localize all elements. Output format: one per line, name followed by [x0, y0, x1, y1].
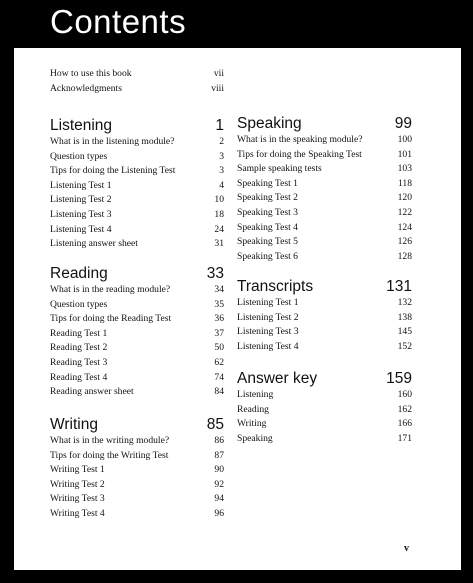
toc-entry[interactable]: [50, 434, 224, 449]
page-ref: 145: [397, 326, 412, 338]
page-ref: 131: [386, 278, 412, 295]
toc-entry[interactable]: [50, 67, 224, 82]
page-ref: 160: [397, 389, 412, 400]
page-ref: 159: [386, 370, 412, 387]
contents-page: [14, 48, 461, 570]
page-ref: vii: [213, 68, 224, 79]
entry-label: Listening Test 2: [50, 194, 112, 206]
toc-entry[interactable]: [50, 283, 224, 298]
entry-label: Answer key: [237, 370, 318, 387]
entry-label: Listening Test 2: [237, 311, 299, 323]
entry-label: Tips for doing the Speaking Test: [237, 148, 362, 160]
entry-label: Reading: [50, 265, 108, 282]
toc-entry[interactable]: [50, 356, 224, 371]
page-ref: 99: [394, 115, 412, 132]
page-ref: 120: [397, 192, 412, 204]
toc-entry[interactable]: [50, 492, 224, 507]
toc-entry[interactable]: [50, 385, 224, 400]
page-ref: 152: [397, 340, 412, 352]
entry-label: How to use this book: [50, 68, 132, 79]
page-ref: 36: [214, 313, 224, 325]
page-ref: 74: [214, 371, 224, 383]
toc-entry[interactable]: [50, 507, 224, 522]
page-ref: 33: [206, 265, 224, 282]
toc-entry[interactable]: [237, 162, 412, 177]
page-ref: 85: [206, 416, 224, 433]
toc-entry[interactable]: [50, 478, 224, 493]
page-ref: 62: [214, 356, 224, 368]
toc-entry[interactable]: [50, 237, 224, 252]
toc-entry[interactable]: [237, 133, 412, 148]
page-ref: 92: [214, 478, 224, 490]
page-ref: 3: [219, 150, 224, 162]
entry-label: Writing Test 3: [50, 493, 105, 505]
toc-entry[interactable]: [50, 193, 224, 208]
page-ref: 138: [397, 311, 412, 323]
toc-entry[interactable]: [50, 371, 224, 386]
entry-label: Reading answer sheet: [50, 386, 134, 398]
section-heading[interactable]: [50, 415, 224, 434]
entry-label: Reading Test 4: [50, 371, 108, 383]
page-ref: 166: [397, 418, 412, 430]
page-ref: 100: [397, 134, 412, 145]
section-heading[interactable]: [50, 116, 224, 135]
entry-label: Reading: [237, 403, 269, 415]
entry-label: Tips for doing the Reading Test: [50, 313, 172, 325]
entry-label: Speaking Test 4: [237, 221, 298, 233]
page-title: Contents: [50, 3, 187, 40]
entry-label: Listening: [237, 389, 274, 400]
toc-entry[interactable]: [237, 403, 412, 418]
page-ref: 50: [214, 342, 224, 354]
toc-entry[interactable]: [50, 208, 224, 223]
entry-label: Question types: [50, 298, 108, 310]
page-ref: 132: [397, 297, 412, 308]
toc-entry[interactable]: [50, 327, 224, 342]
page-ref: 122: [397, 206, 412, 218]
entry-label: Writing: [50, 416, 98, 433]
page-ref: 86: [214, 435, 224, 446]
page-ref: 128: [397, 250, 412, 262]
toc-entry[interactable]: [237, 191, 412, 206]
toc-entry[interactable]: [50, 223, 224, 238]
entry-label: Acknowledgments: [50, 82, 122, 94]
toc-entry[interactable]: [50, 463, 224, 478]
toc-entry[interactable]: [237, 235, 412, 250]
entry-label: Speaking Test 1: [237, 177, 298, 189]
entry-label: Speaking Test 2: [237, 192, 298, 204]
entry-label: Tips for doing the Listening Test: [50, 165, 176, 177]
page-ref: 118: [397, 177, 412, 189]
toc-entry[interactable]: [50, 135, 224, 150]
section-transcripts: [237, 277, 412, 354]
entry-label: Speaking Test 5: [237, 236, 298, 248]
toc-entry[interactable]: [50, 82, 224, 97]
entry-label: What is in the speaking module?: [237, 134, 363, 145]
toc-entry[interactable]: [237, 296, 412, 311]
toc-entry[interactable]: [237, 432, 412, 447]
entry-label: Reading Test 1: [50, 327, 108, 339]
toc-entry[interactable]: [50, 449, 224, 464]
toc-entry[interactable]: [50, 150, 224, 165]
page-ref: 126: [397, 236, 412, 248]
page-ref: 94: [214, 493, 224, 505]
page-ref: 101: [397, 148, 412, 160]
page-ref: 3: [219, 165, 224, 177]
front-matter: [50, 67, 224, 96]
entry-label: Reading Test 2: [50, 342, 108, 354]
entry-label: Writing Test 1: [50, 464, 105, 476]
toc-entry[interactable]: [237, 221, 412, 236]
toc-entry[interactable]: [237, 388, 412, 403]
entry-label: Listening: [50, 117, 113, 134]
entry-label: Listening Test 3: [237, 326, 299, 338]
page-ref: 87: [214, 449, 224, 461]
toc-entry[interactable]: [237, 148, 412, 163]
page-ref: 84: [214, 386, 224, 398]
entry-label: Reading Test 3: [50, 356, 108, 368]
entry-label: What is in the writing module?: [50, 435, 170, 446]
section-heading[interactable]: [50, 264, 224, 283]
toc-entry[interactable]: [50, 341, 224, 356]
toc-entry[interactable]: [50, 298, 224, 313]
section-heading[interactable]: [237, 369, 412, 388]
entry-label: Speaking: [237, 432, 273, 444]
page-ref: 24: [214, 223, 224, 235]
entry-label: Writing Test 2: [50, 478, 105, 490]
entry-label: Question types: [50, 150, 108, 162]
toc-entry[interactable]: [237, 206, 412, 221]
page-ref: 124: [397, 221, 412, 233]
entry-label: What is in the reading module?: [50, 284, 171, 295]
page-ref: 35: [214, 298, 224, 310]
page-ref: 2: [219, 136, 224, 147]
toc-entry[interactable]: [50, 179, 224, 194]
toc-entry[interactable]: [50, 312, 224, 327]
page-ref: 34: [214, 284, 224, 295]
toc-entry[interactable]: [237, 250, 412, 265]
page-number: v: [404, 543, 409, 554]
entry-label: Listening Test 3: [50, 208, 112, 220]
entry-label: Listening Test 4: [237, 340, 299, 352]
entry-label: Speaking Test 6: [237, 250, 298, 262]
entry-label: Writing Test 4: [50, 507, 105, 519]
entry-label: Writing: [237, 418, 267, 430]
section-heading[interactable]: [237, 114, 412, 133]
section-reading: [50, 264, 224, 400]
page-ref: 103: [397, 163, 412, 175]
page-ref: 171: [397, 432, 412, 444]
page-ref: 90: [214, 464, 224, 476]
entry-label: Tips for doing the Writing Test: [50, 449, 169, 461]
page-ref: 1: [215, 117, 224, 134]
entry-label: Listening Test 1: [50, 179, 112, 191]
page-ref: 4: [219, 179, 224, 191]
toc-entry[interactable]: [237, 417, 412, 432]
toc-entry[interactable]: [50, 164, 224, 179]
toc-entry[interactable]: [237, 340, 412, 355]
section-heading[interactable]: [237, 277, 412, 296]
entry-label: What is in the listening module?: [50, 136, 175, 147]
entry-label: Speaking: [237, 115, 302, 132]
page-ref: 96: [214, 507, 224, 519]
page-ref: 10: [214, 194, 224, 206]
page-ref: 162: [397, 403, 412, 415]
entry-label: Listening Test 4: [50, 223, 112, 235]
section-listening: [50, 116, 224, 252]
entry-label: Sample speaking tests: [237, 163, 322, 175]
section-writing: [50, 415, 224, 522]
entry-label: Listening Test 1: [237, 297, 299, 308]
toc-entry[interactable]: [237, 325, 412, 340]
section-speaking: [237, 114, 412, 264]
page-ref: 18: [214, 208, 224, 220]
entry-label: Speaking Test 3: [237, 206, 298, 218]
toc-entry[interactable]: [237, 311, 412, 326]
toc-entry[interactable]: [237, 177, 412, 192]
section-answer-key: [237, 369, 412, 446]
page-ref: 31: [214, 238, 224, 250]
entry-label: Transcripts: [237, 278, 314, 295]
entry-label: Listening answer sheet: [50, 238, 138, 250]
page-ref: viii: [211, 82, 224, 94]
page-ref: 37: [214, 327, 224, 339]
